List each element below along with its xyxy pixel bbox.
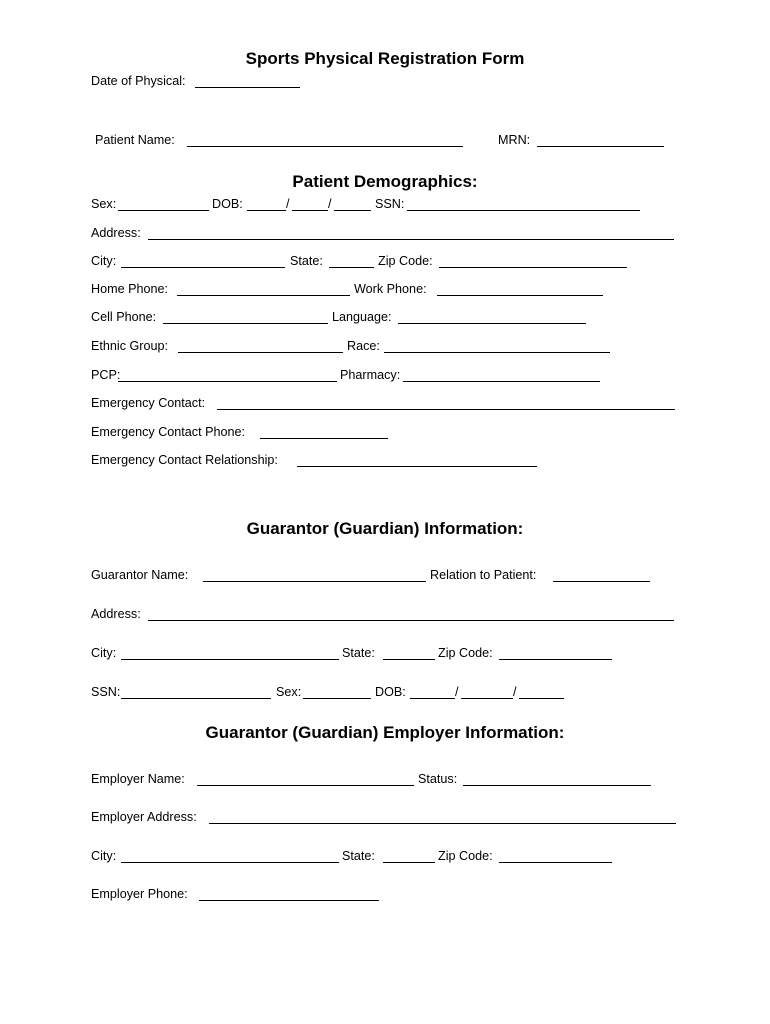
patient-name-field[interactable]: [187, 146, 463, 147]
dob-slash: /: [328, 197, 332, 211]
dob-day-field[interactable]: [292, 210, 328, 211]
date-of-physical-label: Date of Physical:: [91, 74, 186, 88]
form-title: Sports Physical Registration Form: [245, 49, 525, 68]
guarantor-city-label: City:: [91, 646, 117, 660]
employer-address-field[interactable]: [209, 823, 676, 824]
guarantor-name-field[interactable]: [203, 581, 426, 582]
employer-zip-field[interactable]: [499, 862, 612, 863]
guarantor-sex-label: Sex:: [276, 685, 302, 699]
work-phone-field[interactable]: [437, 295, 603, 296]
guarantor-city-field[interactable]: [121, 659, 339, 660]
zip-field[interactable]: [439, 267, 627, 268]
ssn-field[interactable]: [407, 210, 640, 211]
employer-phone-row: [0, 885, 770, 905]
work-phone-label: Work Phone:: [354, 282, 427, 296]
state-label: State:: [290, 254, 323, 268]
guarantor-sex-field[interactable]: [303, 698, 371, 699]
employer-address-label: Employer Address:: [91, 810, 197, 824]
ethnic-group-field[interactable]: [178, 352, 343, 353]
employer-zip-label: Zip Code:: [438, 849, 493, 863]
guarantor-state-label: State:: [342, 646, 375, 660]
employer-name-field[interactable]: [197, 785, 414, 786]
home-phone-label: Home Phone:: [91, 282, 169, 296]
guarantor-dob-slash: /: [455, 685, 459, 699]
sex-label: Sex:: [91, 197, 117, 211]
employer-phone-field[interactable]: [199, 900, 379, 901]
guarantor-heading: Guarantor (Guardian) Information:: [246, 519, 524, 538]
home-phone-field[interactable]: [177, 295, 350, 296]
ssn-label: SSN:: [375, 197, 405, 211]
pcp-field[interactable]: [118, 381, 337, 382]
guarantor-dob-label: DOB:: [375, 685, 406, 699]
patient-name-row: [0, 131, 770, 151]
race-label: Race:: [347, 339, 380, 353]
mrn-label: MRN:: [498, 133, 531, 147]
guarantor-dob-year-field[interactable]: [519, 698, 564, 699]
guarantor-city-row: [0, 644, 770, 664]
cell-language-row: [0, 308, 770, 328]
sex-field[interactable]: [118, 210, 209, 211]
emergency-contact-row: [0, 394, 770, 414]
emergency-relationship-row: [0, 451, 770, 471]
guarantor-dob-month-field[interactable]: [410, 698, 455, 699]
pharmacy-field[interactable]: [403, 381, 600, 382]
city-field[interactable]: [121, 267, 285, 268]
emergency-phone-row: [0, 423, 770, 443]
employer-phone-label: Employer Phone:: [91, 887, 188, 901]
guarantor-ssn-row: [0, 683, 770, 703]
mrn-field[interactable]: [537, 146, 664, 147]
address-row: [0, 224, 770, 244]
address-field[interactable]: [148, 239, 674, 240]
guarantor-zip-field[interactable]: [499, 659, 612, 660]
employer-status-field[interactable]: [463, 785, 651, 786]
dob-year-field[interactable]: [334, 210, 371, 211]
state-field[interactable]: [329, 267, 374, 268]
dob-label: DOB:: [212, 197, 243, 211]
city-state-zip-row: [0, 252, 770, 272]
guarantor-ssn-field[interactable]: [121, 698, 271, 699]
guarantor-name-label: Guarantor Name:: [91, 568, 189, 582]
dob-month-field[interactable]: [247, 210, 286, 211]
employer-address-row: [0, 808, 770, 828]
address-label: Address:: [91, 226, 141, 240]
employer-city-field[interactable]: [121, 862, 339, 863]
zip-label: Zip Code:: [378, 254, 433, 268]
dob-slash: /: [286, 197, 290, 211]
language-label: Language:: [332, 310, 392, 324]
emergency-contact-field[interactable]: [217, 409, 675, 410]
sex-dob-ssn-row: [0, 195, 770, 215]
relation-field[interactable]: [553, 581, 650, 582]
guarantor-address-field[interactable]: [148, 620, 674, 621]
emergency-phone-label: Emergency Contact Phone:: [91, 425, 246, 439]
guarantor-address-row: [0, 605, 770, 625]
emergency-phone-field[interactable]: [260, 438, 388, 439]
pharmacy-label: Pharmacy:: [340, 368, 401, 382]
language-field[interactable]: [398, 323, 586, 324]
city-label: City:: [91, 254, 117, 268]
ethnic-group-label: Ethnic Group:: [91, 339, 169, 353]
employer-state-field[interactable]: [383, 862, 435, 863]
employer-heading: Guarantor (Guardian) Employer Information:: [205, 723, 565, 742]
emergency-relationship-label: Emergency Contact Relationship:: [91, 453, 278, 467]
pcp-pharmacy-row: [0, 366, 770, 386]
relation-label: Relation to Patient:: [430, 568, 537, 582]
date-of-physical-field[interactable]: [195, 87, 300, 88]
phone-row: [0, 280, 770, 300]
guarantor-name-row: [0, 566, 770, 586]
date-of-physical-row: [0, 72, 770, 92]
employer-city-row: [0, 847, 770, 867]
patient-name-label: Patient Name:: [95, 133, 175, 147]
guarantor-address-label: Address:: [91, 607, 141, 621]
employer-name-row: [0, 770, 770, 790]
guarantor-ssn-label: SSN:: [91, 685, 121, 699]
cell-phone-label: Cell Phone:: [91, 310, 157, 324]
employer-state-label: State:: [342, 849, 375, 863]
guarantor-dob-slash: /: [513, 685, 517, 699]
cell-phone-field[interactable]: [163, 323, 328, 324]
emergency-contact-label: Emergency Contact:: [91, 396, 206, 410]
demographics-heading: Patient Demographics:: [292, 172, 478, 191]
pcp-label: PCP:: [91, 368, 121, 382]
guarantor-state-field[interactable]: [383, 659, 435, 660]
guarantor-dob-day-field[interactable]: [461, 698, 513, 699]
emergency-relationship-field[interactable]: [297, 466, 537, 467]
race-field[interactable]: [384, 352, 610, 353]
guarantor-zip-label: Zip Code:: [438, 646, 493, 660]
ethnic-race-row: [0, 337, 770, 357]
employer-city-label: City:: [91, 849, 117, 863]
employer-name-label: Employer Name:: [91, 772, 185, 786]
employer-status-label: Status:: [418, 772, 458, 786]
